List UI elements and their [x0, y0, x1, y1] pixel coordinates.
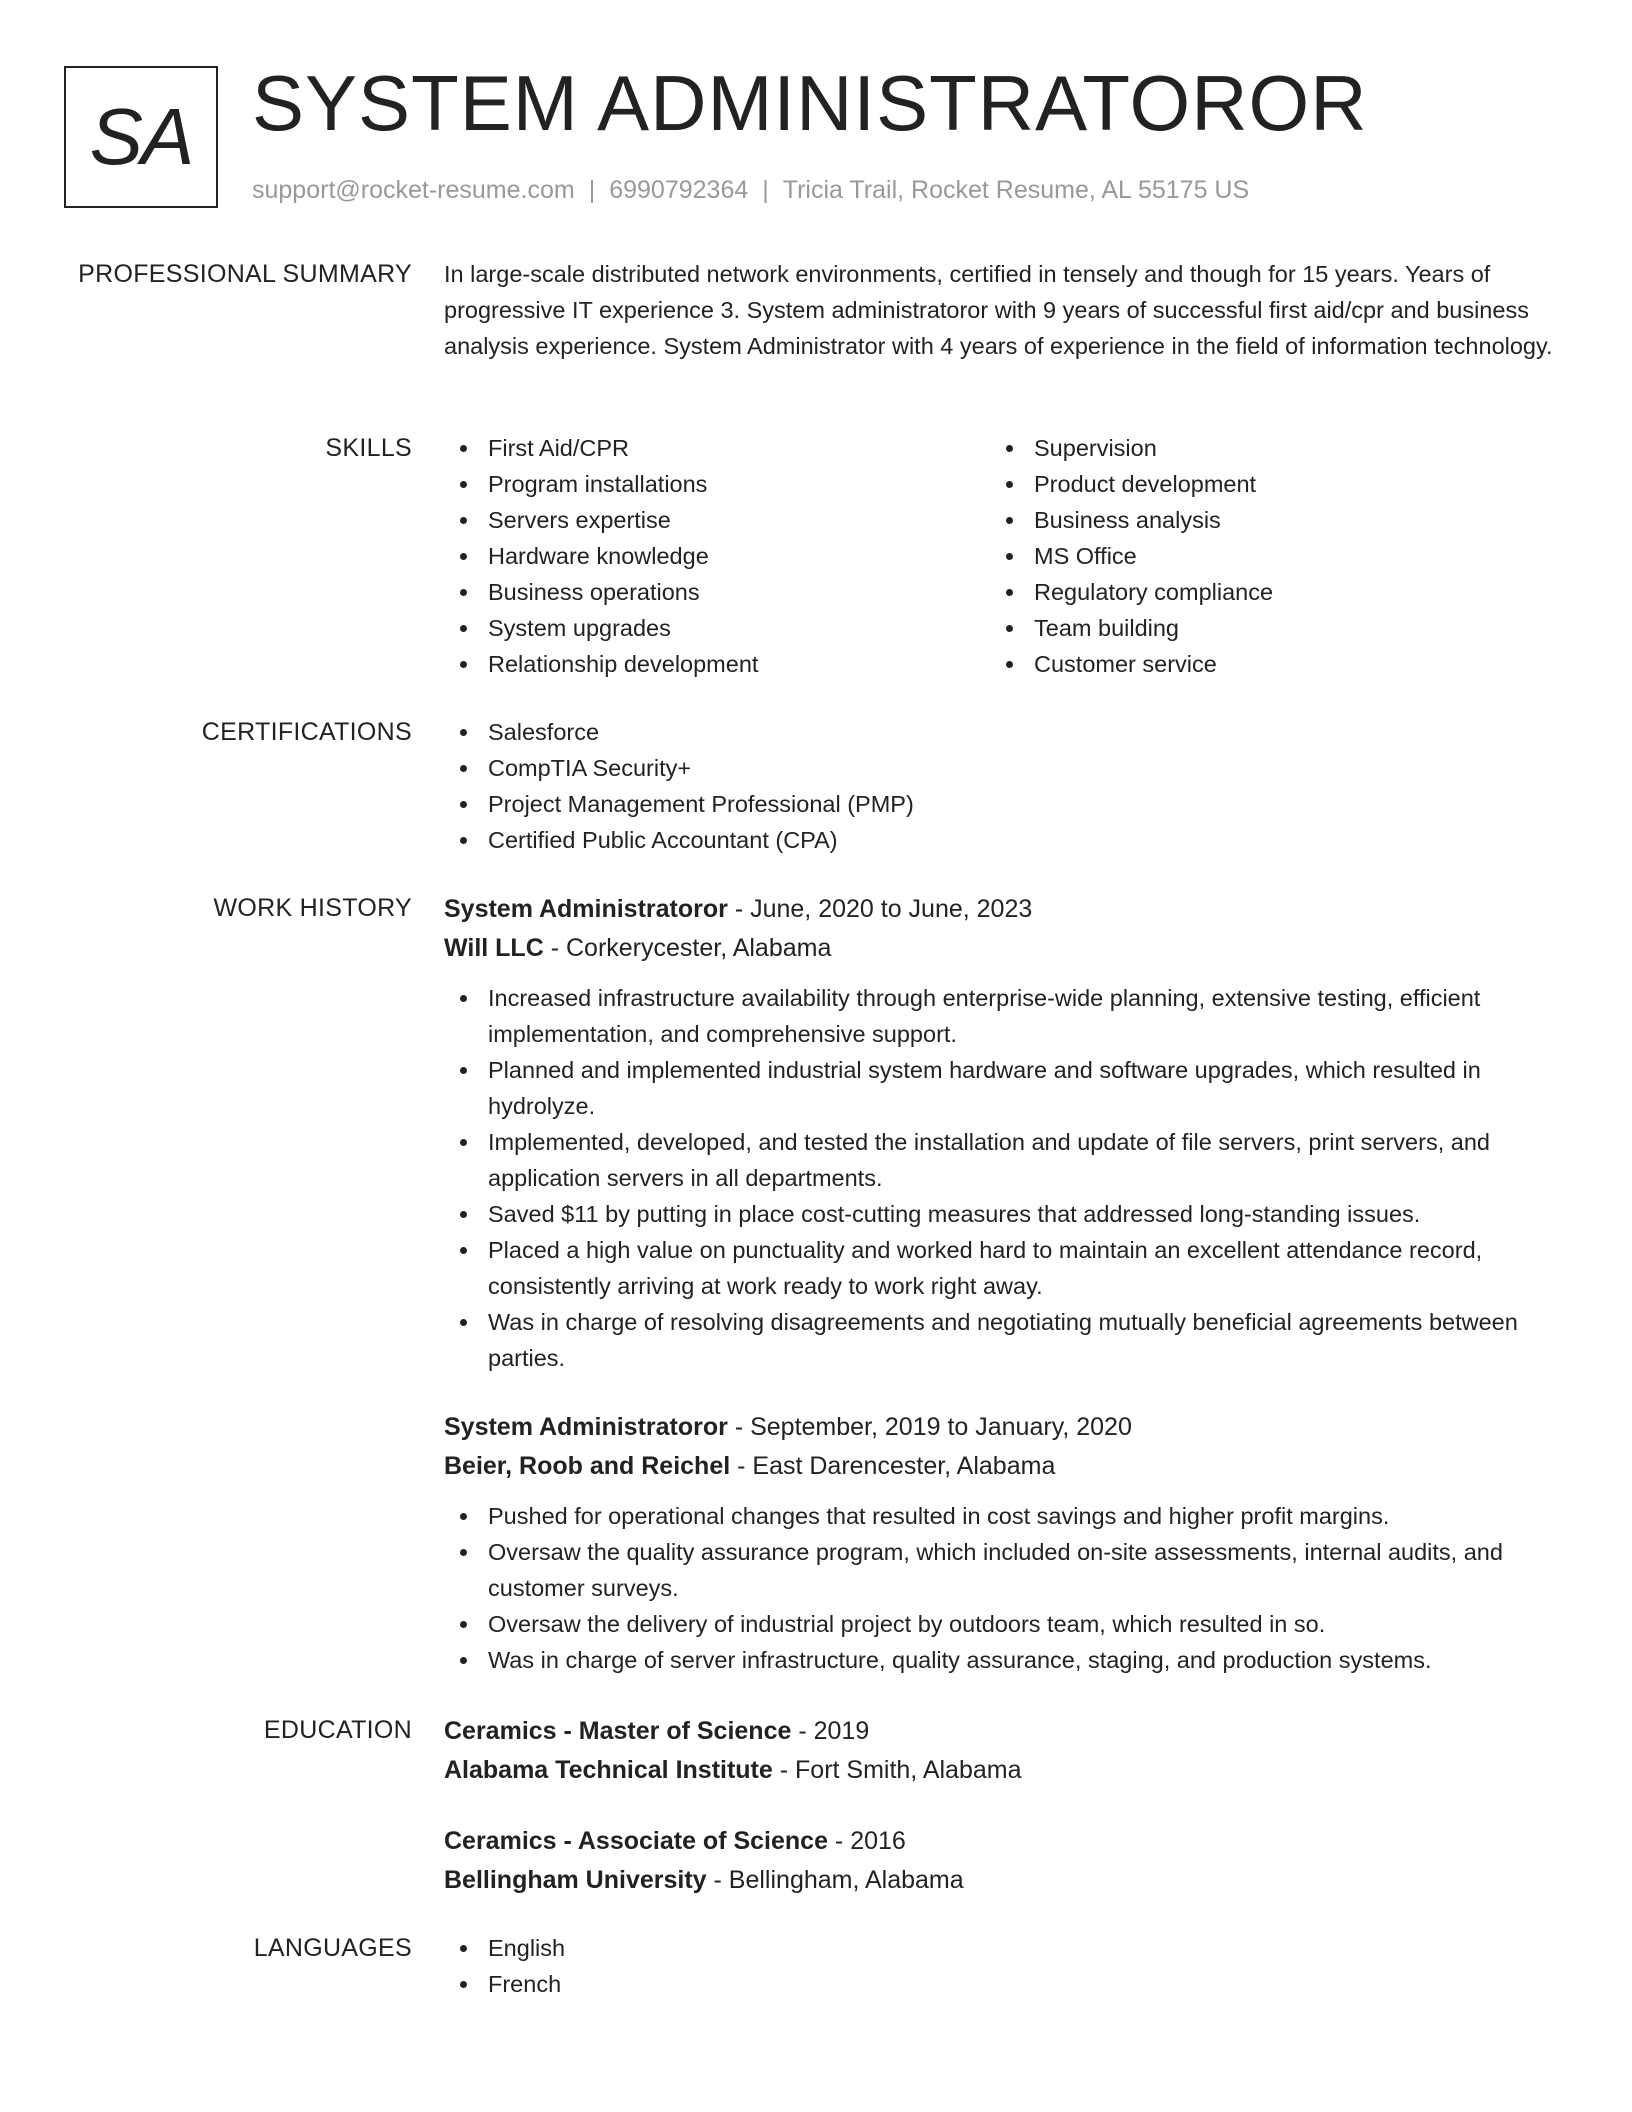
skill-item: Supervision [990, 430, 1536, 466]
skill-item: Servers expertise [444, 502, 990, 538]
job-bullet: Increased infrastructure availability through enterprise-wide planning, extensive testing, efficient implementation, and comprehensive support. [444, 980, 1558, 1052]
contact-separator: | [762, 176, 769, 204]
job-bullet: Oversaw the delivery of industrial project by outdoors team, which resulted in so. [444, 1606, 1558, 1642]
section-content [444, 1712, 1558, 1790]
candidate-name: SYSTEM ADMINISTRATOROR [252, 59, 1368, 147]
contact-separator: | [588, 176, 596, 204]
job-bullet: Was in charge of server infrastructure, quality assurance, staging, and production systems. [444, 1642, 1558, 1678]
certification-item: CompTIA Security+ [444, 750, 1558, 786]
job-title: System Administratoror [444, 1413, 728, 1441]
skill-item: Relationship development [444, 646, 990, 682]
job-bullets [444, 1498, 1558, 1678]
degree-year: - 2019 [791, 1717, 870, 1745]
skill-item: Customer service [990, 646, 1536, 682]
contact-line [252, 172, 1249, 208]
company-line [444, 929, 1558, 968]
skill-item: Team building [990, 610, 1536, 646]
section-content [444, 1408, 1558, 1678]
section-content [444, 1930, 1558, 2002]
job-title: System Administratoror [444, 895, 728, 923]
company-name: Beier, Roob and Reichel [444, 1452, 731, 1480]
skill-item: First Aid/CPR [444, 430, 990, 466]
certification-item: Project Management Professional (PMP) [444, 786, 1558, 822]
section-label: EDUCATION [263, 1716, 412, 1744]
skill-item: System upgrades [444, 610, 990, 646]
certifications-list [444, 714, 1558, 858]
company-line [444, 1447, 1558, 1486]
degree-name: Ceramics - Master of Science [444, 1717, 792, 1745]
job-bullet: Saved $11 by putting in place cost-cutting measures that addressed long-standing issues. [444, 1196, 1558, 1232]
skills-columns [444, 430, 1558, 682]
job-bullet: Was in charge of resolving disagreements and negotiating mutually beneficial agreements between parties. [444, 1304, 1558, 1376]
job-bullet: Oversaw the quality assurance program, which included on-site assessments, internal audits, and customer surveys. [444, 1534, 1558, 1606]
section-label: LANGUAGES [253, 1934, 412, 1962]
section-label: PROFESSIONAL SUMMARY [78, 260, 412, 288]
skill-item: MS Office [990, 538, 1536, 574]
section-content [444, 890, 1558, 1376]
job-bullet: Planned and implemented industrial system hardware and software upgrades, which resulted in hydrolyze. [444, 1052, 1558, 1124]
company-location: - East Darencester, Alabama [730, 1452, 1056, 1480]
job-bullets [444, 980, 1558, 1376]
section-content [444, 714, 1558, 858]
skill-item: Business operations [444, 574, 990, 610]
job-bullet: Implemented, developed, and tested the installation and update of file servers, print servers, and application servers in all departments. [444, 1124, 1558, 1196]
language-item: French [444, 1966, 1558, 2002]
language-item: English [444, 1930, 1558, 1966]
languages-list [444, 1930, 1558, 2002]
skill-item: Program installations [444, 466, 990, 502]
job-dates: - June, 2020 to June, 2023 [727, 895, 1033, 923]
degree-name: Ceramics - Associate of Science [444, 1827, 828, 1855]
skills-list-right [990, 430, 1536, 682]
school-location: - Fort Smith, Alabama [772, 1756, 1022, 1784]
skills-list-left [444, 430, 990, 682]
certification-item: Certified Public Accountant (CPA) [444, 822, 1558, 858]
school-name: Bellingham University [444, 1866, 707, 1894]
skill-item: Product development [990, 466, 1536, 502]
monogram-logo: SA [64, 66, 218, 208]
address-text: Tricia Trail, Rocket Resume, AL 55175 US [782, 176, 1250, 204]
job-bullet: Placed a high value on punctuality and worked hard to maintain an excellent attendance record, consistently arriving at work ready to work right away. [444, 1232, 1558, 1304]
degree-year: - 2016 [827, 1827, 906, 1855]
certification-item: Salesforce [444, 714, 1558, 750]
job-bullet: Pushed for operational changes that resulted in cost savings and higher profit margins. [444, 1498, 1558, 1534]
section-content [444, 256, 1558, 364]
job-entry [444, 890, 1558, 1376]
degree-line [444, 1712, 1558, 1751]
job-title-line [444, 890, 1558, 929]
school-name: Alabama Technical Institute [444, 1756, 773, 1784]
section-label: WORK HISTORY [213, 894, 412, 922]
phone-text: 6990792364 [609, 176, 749, 204]
skill-item: Business analysis [990, 502, 1536, 538]
section-label: SKILLS [325, 434, 412, 462]
skill-item: Regulatory compliance [990, 574, 1536, 610]
school-location: - Bellingham, Alabama [706, 1866, 964, 1894]
job-entry [444, 1408, 1558, 1678]
company-name: Will LLC [444, 934, 544, 962]
summary-text: In large-scale distributed network environments, certified in tensely and though for 15 years. Years of progressive IT experience 3. System administratoror with 9 years of successful first aid/cpr and business analysis experience. System Administrator with 4 years of experience in the field of information technology. [444, 261, 1553, 359]
job-title-line [444, 1408, 1558, 1447]
section-label: CERTIFICATIONS [201, 718, 412, 746]
section-content [444, 1822, 1558, 1900]
job-dates: - September, 2019 to January, 2020 [727, 1413, 1132, 1441]
skill-item: Hardware knowledge [444, 538, 990, 574]
school-line [444, 1861, 1558, 1900]
degree-line [444, 1822, 1558, 1861]
school-line [444, 1751, 1558, 1790]
company-location: - Corkerycester, Alabama [543, 934, 832, 962]
email-text: support@rocket-resume.com [252, 176, 575, 204]
